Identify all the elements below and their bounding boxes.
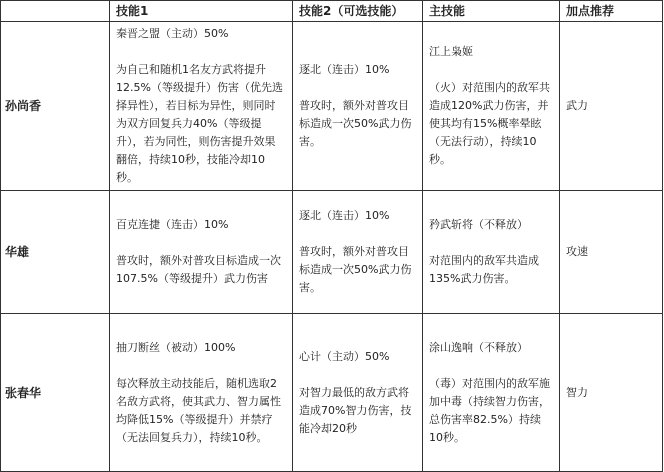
- header-main-skill: 主技能: [423, 1, 560, 22]
- skill2-name: 心计（主动）50%: [299, 349, 390, 363]
- skill2-desc: 普攻时，额外对普攻目标造成一次50%武力伤害。: [299, 245, 412, 294]
- header-skill2: 技能2（可选技能）: [293, 1, 423, 22]
- skill2-desc: 普攻时，额外对普攻目标造成一次50%武力伤害。: [299, 99, 412, 148]
- header-row: [1, 1, 663, 22]
- skill1-desc: 为自己和随机1名友方武将提升12.5%（等级提升）伤害（优先选择异性），若目标为异性，则同时为双方回复兵力40%（等级提升），若为同性，则伤害提升效果翻倍，持续10秒，技能冷却10秒。: [116, 63, 283, 184]
- main-skill-cell: [423, 314, 560, 472]
- hero-name: 孙尚香: [1, 22, 110, 191]
- table-row: [1, 314, 663, 472]
- table-row: [1, 191, 663, 314]
- main-skill-desc: 对范围内的敌军共造成135%武力伤害。: [429, 254, 539, 285]
- skill1-name: 抽刀断丝（被动）100%: [116, 340, 236, 354]
- skill1-cell: [110, 191, 293, 314]
- main-skill-name: 涂山逸响（不释放）: [429, 340, 528, 354]
- main-skill-desc: （火）对范围内的敌军共造成120%武力伤害，并使其均有15%概率晕眩（无法行动），持续10秒。: [429, 81, 550, 166]
- skill2-desc: 对智力最低的敌方武将造成70%智力伤害，技能冷却20秒: [299, 385, 412, 435]
- skill1-desc: 每次释放主动技能后，随机选取2名敌方武将，使其武力、智力属性均降低15%（等级提升）并禁疗（无法回复兵力），持续10秒。: [116, 376, 281, 444]
- skill2-cell: [293, 191, 423, 314]
- main-skill-cell: [423, 22, 560, 191]
- header-skill1: 技能1: [110, 1, 293, 22]
- hero-name: 张春华: [1, 314, 110, 472]
- skill1-name: 百克连捷（连击）10%: [116, 218, 229, 231]
- table-row: [1, 22, 663, 191]
- main-skill-name: 江上枭姬: [429, 45, 473, 58]
- skill2-cell: [293, 22, 423, 191]
- points-cell: 攻速: [560, 191, 663, 314]
- skill2-name: 逐北（连击）10%: [299, 63, 390, 76]
- points-cell: 武力: [560, 22, 663, 191]
- skill1-name: 秦晋之盟（主动）50%: [116, 27, 229, 40]
- skill2-cell: [293, 314, 423, 472]
- header-points: 加点推荐: [560, 1, 663, 22]
- main-skill-name: 矜武斩将（不释放）: [429, 218, 528, 231]
- skill1-cell: [110, 314, 293, 472]
- skill1-desc: 普攻时，额外对普攻目标造成一次107.5%（等级提升）武力伤害: [116, 254, 281, 285]
- points-cell: 智力: [560, 314, 663, 472]
- hero-name: 华雄: [1, 191, 110, 314]
- skill1-cell: [110, 22, 293, 191]
- skill2-name: 逐北（连击）10%: [299, 209, 390, 222]
- header-empty: [1, 1, 110, 22]
- main-skill-cell: [423, 191, 560, 314]
- main-skill-desc: （毒）对范围内的敌军施加中毒（持续智力伤害，总伤害率82.5%）持续10秒。: [429, 376, 550, 444]
